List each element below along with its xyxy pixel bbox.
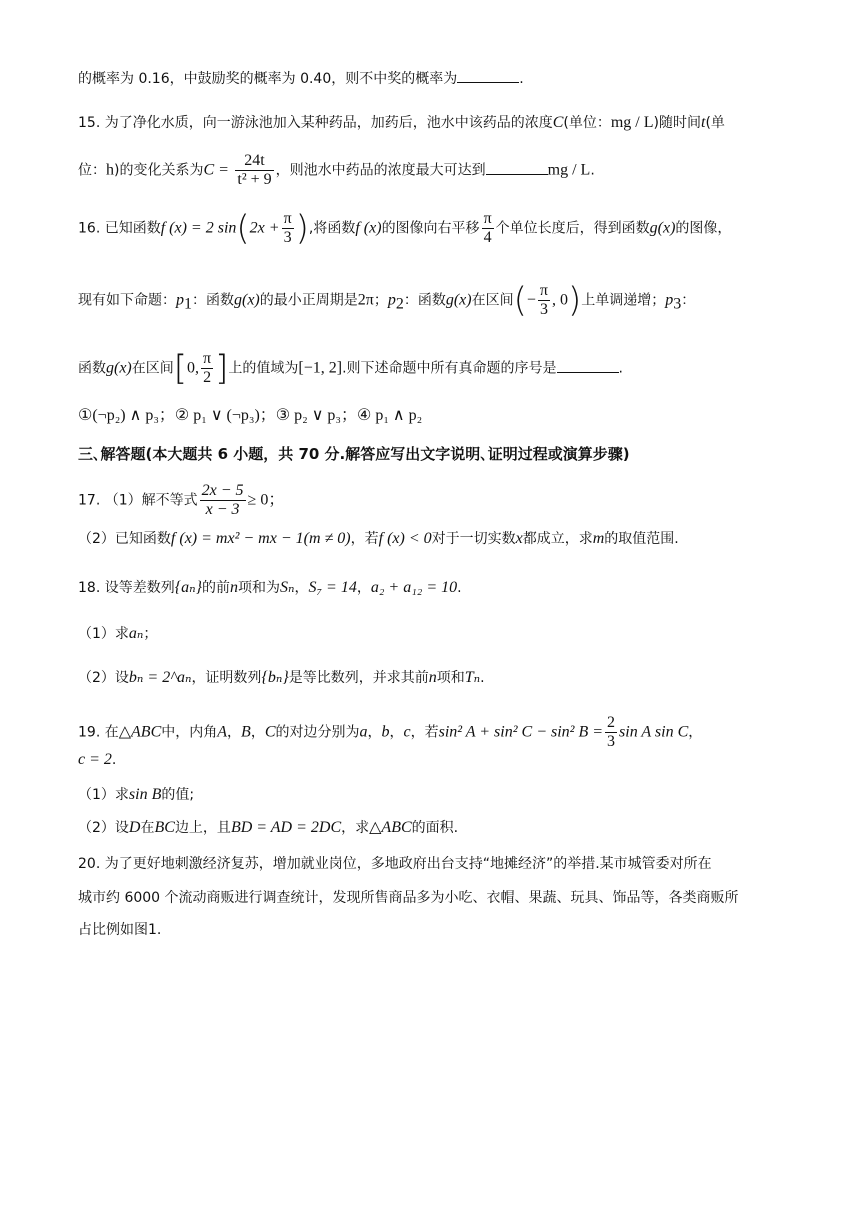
pi-over-3 — [538, 282, 550, 319]
answer-blank — [486, 160, 548, 175]
q16-text: 个单位长度后，得到函数 — [495, 220, 650, 237]
q16-line-2 — [78, 282, 695, 319]
denominator: 3 — [283, 229, 292, 246]
function-f: f (x) = 2 sin — [160, 219, 237, 237]
angle-c: C — [264, 723, 276, 741]
paren-left: ( — [236, 208, 250, 249]
formula-c: C = — [203, 161, 229, 179]
q19-text: 19. 在 — [78, 724, 119, 741]
q17-text: 对于一切实数 — [431, 531, 516, 547]
q15-line-1 — [78, 113, 725, 133]
q14-tail-line — [78, 68, 524, 89]
q15-text: (单位： — [563, 115, 611, 131]
bracket-right: ] — [215, 348, 229, 389]
angle-a: A — [217, 723, 228, 741]
q18-end: . — [480, 670, 485, 686]
sum-t: Tₙ — [464, 669, 481, 686]
q16-text: 上单调递增； — [581, 292, 666, 309]
equation-right: sin A sin C — [619, 723, 689, 741]
var-n: n — [428, 669, 437, 686]
denominator: 2 — [203, 369, 212, 386]
given-c: c = 2 — [78, 751, 112, 768]
interval-start: 0, — [187, 359, 200, 377]
q16-end: . — [618, 360, 623, 377]
q15-text: )随时间 — [653, 115, 701, 131]
q18-text: ， — [356, 580, 371, 596]
denominator: 4 — [483, 229, 492, 246]
answer-blank — [457, 68, 519, 83]
concentration-fraction — [235, 152, 273, 189]
term-a: aₙ — [128, 625, 144, 642]
q16-text: 的最小正周期是 — [259, 292, 358, 309]
q20-text: 20. 为了更好地刺激经济复苏，增加就业岗位，多地政府出台支持“地摊经济”的举措.某市城管委对所在 — [78, 856, 712, 872]
q16-text: .则下述命题中所有真命题的序号是 — [342, 360, 557, 377]
two-thirds — [605, 714, 617, 751]
prop-p: p — [665, 291, 674, 309]
sin-b: sin B — [128, 786, 162, 803]
pi-over-4 — [482, 210, 494, 247]
q16-text: ： — [681, 292, 696, 309]
q16-text: 现有如下命题： — [78, 292, 176, 309]
side-a: a — [359, 723, 368, 741]
q19-text: ， — [688, 724, 703, 741]
q15-text: ，则池水中药品的浓度最大可达到 — [275, 162, 486, 179]
numerator: π — [483, 210, 492, 227]
function-f: f (x) — [355, 219, 382, 237]
q18-text: 是等比数列，并求其前 — [288, 670, 429, 686]
denominator: t² + 9 — [237, 171, 272, 188]
q19-text: 的值; — [161, 787, 195, 803]
q18-line-3 — [78, 668, 485, 688]
unit: mg / L — [610, 114, 654, 131]
answer-blank — [557, 358, 619, 373]
section-heading — [78, 444, 630, 464]
pi-over-3 — [282, 210, 294, 247]
q18-line-1 — [78, 578, 462, 598]
q16-text: ：函数 — [192, 292, 234, 309]
q19-text: 的面积. — [411, 820, 459, 836]
q15-text: 15. 为了净化水质，向一游泳池加入某种药品，加药后，池水中该药品的浓度 — [78, 115, 553, 131]
triangle: △ABC — [118, 723, 162, 741]
numerator: π — [283, 210, 292, 227]
numerator: 24t — [235, 152, 273, 171]
q15-text: (单 — [705, 115, 725, 131]
q19-text: ，求 — [341, 820, 370, 836]
denominator: 3 — [539, 301, 548, 318]
minus: − — [526, 291, 536, 309]
q19-sep: ， — [389, 724, 404, 741]
q19-sep: ， — [250, 724, 265, 741]
period: 2π — [357, 291, 374, 309]
arg: 2x + — [249, 219, 280, 237]
equation-left: sin² A + sin² C − sin² B = — [438, 723, 604, 741]
paren-right: ) — [295, 208, 309, 249]
sequence-a: {aₙ} — [174, 579, 202, 596]
q20-text: 占比例如图1. — [78, 922, 162, 938]
side-b: b — [381, 723, 390, 741]
section-heading-text: 三､解答题(本大题共 6 小题，共 70 分.解答应写出文字说明､证明过程或演算步骤) — [78, 445, 630, 463]
q18-text: 项和 — [436, 670, 465, 686]
q20-line-1 — [78, 854, 712, 874]
q18-text: （1）求 — [78, 626, 129, 642]
function-def: f (x) = mx² − mx − 1(m ≠ 0) — [170, 530, 351, 547]
unit: mg / L — [547, 161, 591, 179]
q19-line-3 — [78, 785, 194, 805]
numerator: 2x − 5 — [201, 482, 244, 499]
q19-text: 中，内角 — [161, 724, 218, 741]
q17-text: ，若 — [350, 531, 379, 547]
q18-text: ； — [143, 626, 158, 642]
condition: f (x) < 0 — [378, 530, 432, 547]
side-c: c — [403, 723, 411, 741]
q19-line-1 — [78, 714, 702, 751]
q18-end: . — [457, 580, 462, 596]
q19-sep: ， — [367, 724, 382, 741]
bracket-left: [ — [173, 348, 188, 389]
q16-line-3 — [78, 350, 623, 387]
denominator: 3 — [607, 733, 616, 750]
range: [−1, 2] — [298, 359, 343, 377]
q19-sep: ， — [227, 724, 242, 741]
q16-text: 函数 — [78, 360, 106, 377]
sum-s: Sₙ — [280, 579, 295, 596]
function-g: g(x) — [106, 359, 132, 377]
q19-text: 的对边分别为 — [275, 724, 360, 741]
q18-text: （2）设 — [78, 670, 129, 686]
q15-text: 位： — [78, 162, 106, 179]
q16-text: 的图像向右平移 — [381, 220, 480, 237]
pi-over-2 — [201, 350, 213, 387]
q17-text: ≥ 0； — [247, 491, 285, 509]
q16-text: ,将函数 — [308, 220, 356, 237]
q15-line-2 — [78, 152, 595, 189]
q16-text: 在区间 — [131, 360, 174, 377]
denominator: x − 3 — [205, 501, 240, 518]
q18-text: 的前 — [202, 580, 230, 596]
prop-p: p — [387, 291, 396, 309]
sub: 2 — [395, 295, 404, 313]
q19-text: （1）求 — [78, 787, 129, 803]
q20-line-2 — [78, 888, 739, 908]
point-d: D — [128, 819, 141, 836]
paren-right: ) — [567, 280, 582, 321]
var-t: t — [701, 114, 706, 131]
q18-text: ， — [294, 580, 309, 596]
q20-line-3 — [78, 920, 161, 940]
sequence-b: {bₙ} — [261, 669, 289, 686]
q16-text: 的图像， — [675, 220, 732, 237]
q18-text: ，证明数列 — [191, 670, 262, 686]
q20-text: 城市约 6000 个流动商贩进行调查统计，发现所售商品多为小吃、衣帽、果蔬、玩具、饰品等，各类商贩所 — [78, 890, 739, 906]
paren-left: ( — [513, 280, 527, 321]
unit-h: h — [106, 161, 114, 179]
function-g: g(x) — [649, 219, 676, 237]
q17-line-2 — [78, 529, 679, 549]
function-g: g(x) — [445, 291, 472, 309]
q17-text: 的取值范围. — [604, 531, 679, 547]
q16-text: 在区间 — [471, 292, 514, 309]
q16-text: 16. 已知函数 — [78, 220, 161, 237]
q18-line-2 — [78, 624, 157, 644]
triangle: △ABC — [369, 819, 412, 836]
q19-text: 边上，且 — [174, 820, 231, 836]
q16-line-1 — [78, 210, 731, 247]
var-m: m — [592, 530, 605, 547]
q19-text: （2）设 — [78, 820, 129, 836]
numerator: π — [539, 282, 548, 299]
q16-options — [78, 406, 422, 426]
q19-line-4 — [78, 818, 458, 838]
q19-text: 在 — [140, 820, 155, 836]
given-s7: S₇ = 14 — [308, 579, 357, 596]
var-x: x — [515, 530, 523, 547]
prop-p: p — [176, 291, 184, 309]
q16-options-text: ①(¬p₂) ∧ p₃；② p₁ ∨ (¬p₃)；③ p₂ ∨ p₃；④ p₁ ∧ p₂ — [78, 407, 423, 424]
q18-text: 18. 设等差数列 — [78, 580, 175, 596]
numerator: 2 — [607, 714, 616, 731]
numerator: π — [203, 350, 212, 367]
given-a2: a₂ + a₁₂ = 10 — [370, 579, 458, 596]
q14-end: . — [519, 71, 524, 87]
q17-text: 都成立，求 — [522, 531, 593, 547]
sub: 3 — [673, 295, 682, 313]
q17-text: 17. （1）解不等式 — [78, 492, 198, 509]
term-b: bₙ = 2^aₙ — [128, 669, 192, 686]
inequality-fraction — [200, 482, 246, 519]
q18-text: 项和为 — [238, 580, 280, 596]
function-g: g(x) — [234, 291, 260, 309]
q15-end: . — [590, 162, 595, 179]
q15-text: )的变化关系为 — [114, 162, 204, 179]
q19-end: . — [111, 752, 117, 768]
q16-text: ； — [373, 292, 388, 309]
segment-relation: BD = AD = 2DC — [230, 819, 342, 836]
interval-end: , 0 — [551, 291, 568, 309]
q14-text: 的概率为 0.16，中鼓励奖的概率为 0.40，则不中奖的概率为 — [78, 71, 458, 87]
segment-bc: BC — [154, 819, 175, 836]
q17-text: （2）已知函数 — [78, 531, 171, 547]
q16-text: 上的值域为 — [228, 360, 299, 377]
sub: 1 — [184, 295, 192, 313]
q17-line-1 — [78, 482, 284, 519]
var-c: C — [552, 114, 564, 131]
angle-b: B — [241, 723, 251, 741]
q19-text: ，若 — [410, 724, 439, 741]
var-n: n — [230, 579, 238, 596]
q16-text: ：函数 — [403, 292, 446, 309]
q19-line-2 — [78, 750, 116, 770]
